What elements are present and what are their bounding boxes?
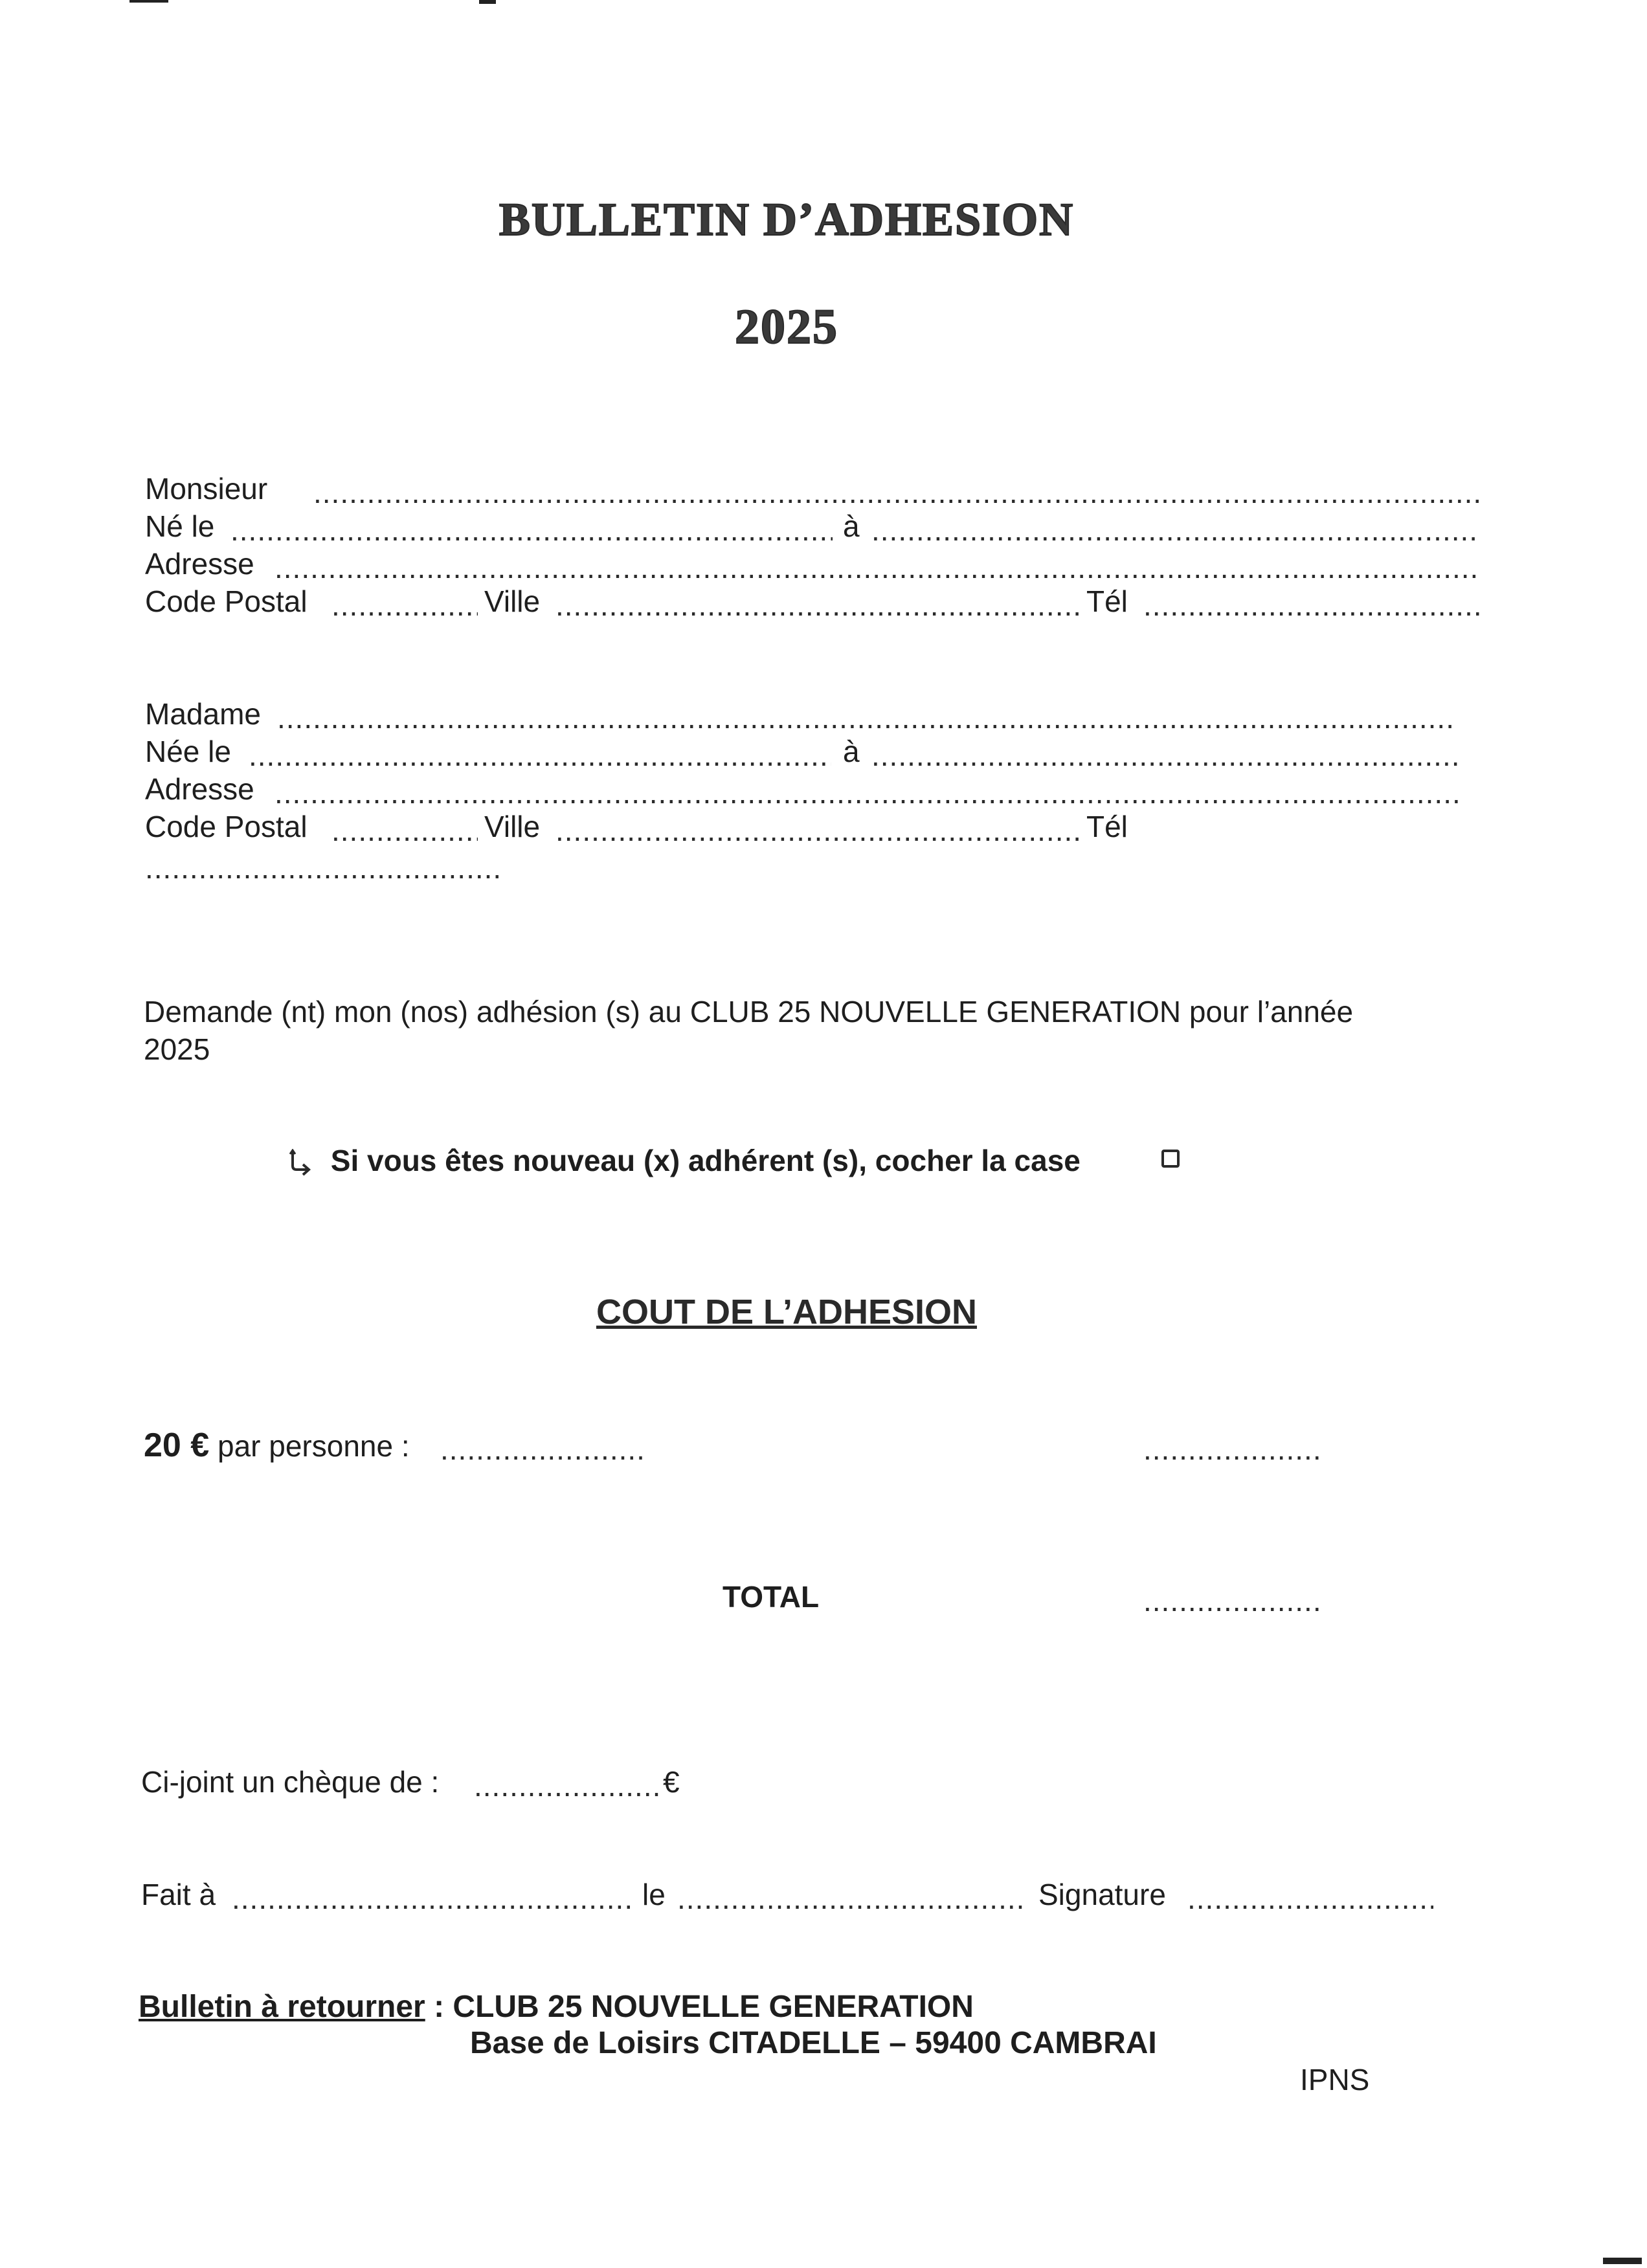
madame-postal-field[interactable] (331, 813, 478, 850)
price-amount: 20 € (144, 1427, 210, 1464)
madame-address-field[interactable] (274, 775, 1459, 813)
madame-birth-place-field[interactable] (871, 738, 1458, 775)
made-at-field[interactable] (232, 1881, 633, 1918)
madame-name-field[interactable] (277, 700, 1457, 738)
subtotal-field[interactable] (1143, 1432, 1322, 1469)
monsieur-name-label: Monsieur (145, 472, 268, 506)
new-member-row (289, 1142, 1081, 1184)
monsieur-place-label: à (843, 509, 860, 543)
scan-artifact (479, 0, 496, 4)
return-line (139, 1988, 974, 2026)
new-member-checkbox-wrap (1161, 1150, 1180, 1170)
hooked-arrow-icon (289, 1147, 313, 1184)
monsieur-phone-field[interactable] (1143, 588, 1480, 625)
monsieur-birth-date-field[interactable] (230, 513, 833, 550)
cost-heading: COUT DE L’ADHESION (596, 1293, 978, 1331)
total-field[interactable] (1143, 1583, 1322, 1621)
madame-phone-label: Tél (1086, 810, 1128, 843)
monsieur-postal-field[interactable] (331, 588, 478, 625)
person-count-field[interactable] (440, 1432, 645, 1469)
monsieur-postal-label: Code Postal (145, 584, 308, 618)
return-separator: : (434, 1990, 445, 2024)
madame-address-label: Adresse (145, 772, 254, 806)
request-text: Demande (nt) mon (nos) adhésion (s) au CLUB 25 NOUVELLE GENERATION pour l’année (144, 995, 1354, 1028)
monsieur-city-field[interactable] (555, 588, 1080, 625)
currency-symbol: € (663, 1765, 680, 1799)
madame-birth-date-field[interactable] (249, 738, 831, 775)
date-label: le (642, 1878, 666, 1911)
made-at-label: Fait à (141, 1878, 216, 1911)
monsieur-birth-place-field[interactable] (871, 513, 1480, 550)
madame-name-label: Madame (145, 697, 261, 731)
madame-phone-field[interactable] (145, 850, 499, 888)
new-member-checkbox[interactable] (1161, 1150, 1180, 1168)
monsieur-phone-label: Tél (1086, 584, 1128, 618)
cheque-amount-field[interactable] (474, 1768, 662, 1806)
monsieur-address-label: Adresse (145, 547, 254, 581)
return-label: Bulletin à retourner (139, 1990, 425, 2024)
new-member-label: Si vous êtes nouveau (x) adhérent (s), cocher la case (330, 1144, 1081, 1177)
signature-label: Signature (1038, 1878, 1166, 1911)
form-title: BULLETIN D’ADHESION (499, 194, 1075, 245)
cheque-label: Ci-joint un chèque de : (141, 1765, 440, 1799)
monsieur-address-field[interactable] (274, 550, 1480, 588)
total-label: TOTAL (723, 1580, 820, 1614)
madame-place-label: à (843, 735, 860, 768)
monsieur-born-label: Né le (145, 509, 215, 543)
monsieur-city-label: Ville (484, 584, 541, 618)
madame-born-label: Née le (145, 735, 231, 768)
form-year: 2025 (735, 300, 838, 354)
recipient-address: Base de Loisirs CITADELLE – 59400 CAMBRAI (470, 2026, 1157, 2060)
price-row (144, 1427, 410, 1465)
madame-postal-label: Code Postal (145, 810, 308, 843)
scan-artifact (129, 0, 168, 3)
date-field[interactable] (677, 1881, 1027, 1918)
monsieur-name-field[interactable] (313, 475, 1479, 513)
per-person-label: par personne : (218, 1429, 410, 1463)
recipient-name: CLUB 25 NOUVELLE GENERATION (453, 1990, 974, 2024)
ipns-mark: IPNS (1300, 2063, 1370, 2096)
request-year: 2025 (144, 1032, 210, 1066)
madame-city-label: Ville (484, 810, 541, 843)
scan-artifact (1603, 2258, 1642, 2264)
madame-city-field[interactable] (555, 813, 1080, 850)
signature-field[interactable] (1187, 1881, 1433, 1918)
